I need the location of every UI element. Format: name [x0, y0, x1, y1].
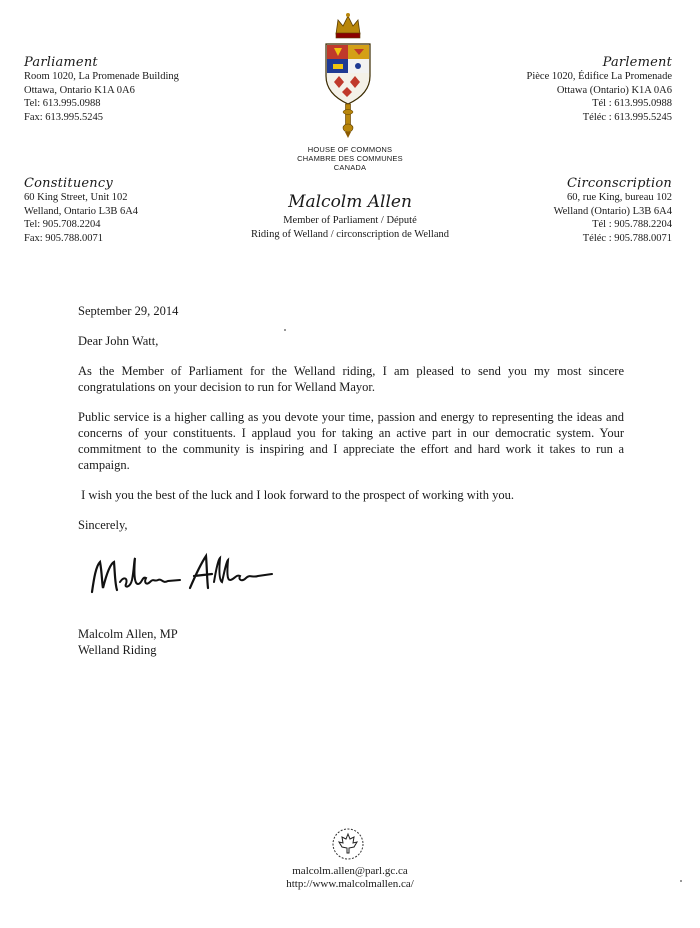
scan-speck	[680, 880, 682, 882]
address-line: Ottawa (Ontario) K1A 0A6	[556, 84, 672, 96]
phone-line: Tel: 613.995.0988	[24, 98, 101, 109]
address-line: Pièce 1020, Édifice La Promenade	[526, 71, 672, 82]
maple-leaf-recycled-icon	[328, 826, 368, 862]
footer-website: http://www.malcolmallen.ca/	[286, 878, 414, 890]
letter-salutation: Dear John Watt,	[78, 334, 159, 348]
letter-paragraph: As the Member of Parliament for the Welland riding, I am pleased to send you my most sincere congratulations on your decision to run for Welland Mayor.	[78, 364, 624, 394]
house-line-country: CANADA	[333, 163, 367, 172]
mp-title: Member of Parliament / Député	[283, 215, 417, 226]
address-line: Room 1020, La Promenade Building	[24, 71, 179, 82]
phone-line: Tel: 905.708.2204	[24, 219, 101, 230]
handwritten-signature	[88, 548, 278, 608]
fax-line: Téléc : 613.995.5245	[582, 111, 672, 123]
address-line: 60 King Street, Unit 102	[24, 192, 128, 203]
constituency-heading-fr: Circonscription	[566, 176, 672, 191]
signer-riding: Welland Riding	[78, 643, 157, 657]
letter-paragraph: Public service is a higher calling as you devote your time, passion and energy to representing the ideas and concerns of your constituents. I applaud you for taking an active part in our democratic system. Your commitment to the community is inspiring and I appreciate the effort and hard work it takes to run a campaign.	[78, 410, 624, 472]
house-line-fr: CHAMBRE DES COMMUNES	[297, 154, 403, 163]
signer-name: Malcolm Allen, MP	[78, 627, 178, 641]
footer-contact	[200, 865, 500, 891]
house-of-commons-crest-icon	[312, 12, 384, 140]
constituency-address-en	[24, 176, 138, 245]
parliament-address-fr	[527, 55, 673, 124]
constituency-heading-en: Constituency	[24, 176, 113, 191]
house-line-en: HOUSE OF COMMONS	[307, 145, 393, 154]
letter-body	[78, 303, 624, 533]
footer-email: malcolm.allen@parl.gc.ca	[292, 865, 408, 877]
phone-line: Tél : 905.788.2204	[592, 219, 672, 230]
address-line: 60, rue King, bureau 102	[567, 192, 672, 203]
letter-paragraph: I wish you the best of the luck and I look forward to the prospect of working with you.	[78, 488, 515, 502]
parliament-heading-en: Parliament	[24, 55, 98, 70]
fax-line: Fax: 905.788.0071	[24, 232, 104, 244]
address-line: Welland (Ontario) L3B 6A4	[553, 205, 672, 217]
parliament-heading-fr: Parlement	[602, 55, 672, 70]
mp-title-block	[200, 214, 500, 242]
letter-closing: Sincerely,	[78, 518, 128, 532]
parliament-address-en	[24, 55, 179, 124]
scan-speck	[284, 329, 286, 331]
fax-line: Fax: 613.995.5245	[24, 111, 104, 123]
address-line: Ottawa, Ontario K1A 0A6	[24, 84, 135, 96]
house-of-commons-label	[250, 145, 450, 172]
phone-line: Tél : 613.995.0988	[592, 98, 672, 109]
signer-block	[78, 626, 178, 658]
letter-date: September 29, 2014	[78, 304, 179, 318]
constituency-address-fr	[554, 176, 672, 245]
fax-line: Téléc : 905.788.0071	[582, 232, 672, 244]
mp-riding: Riding of Welland / circonscription de Welland	[251, 229, 449, 240]
mp-name-script: Malcolm Allen	[288, 192, 412, 212]
address-line: Welland, Ontario L3B 6A4	[24, 205, 139, 217]
